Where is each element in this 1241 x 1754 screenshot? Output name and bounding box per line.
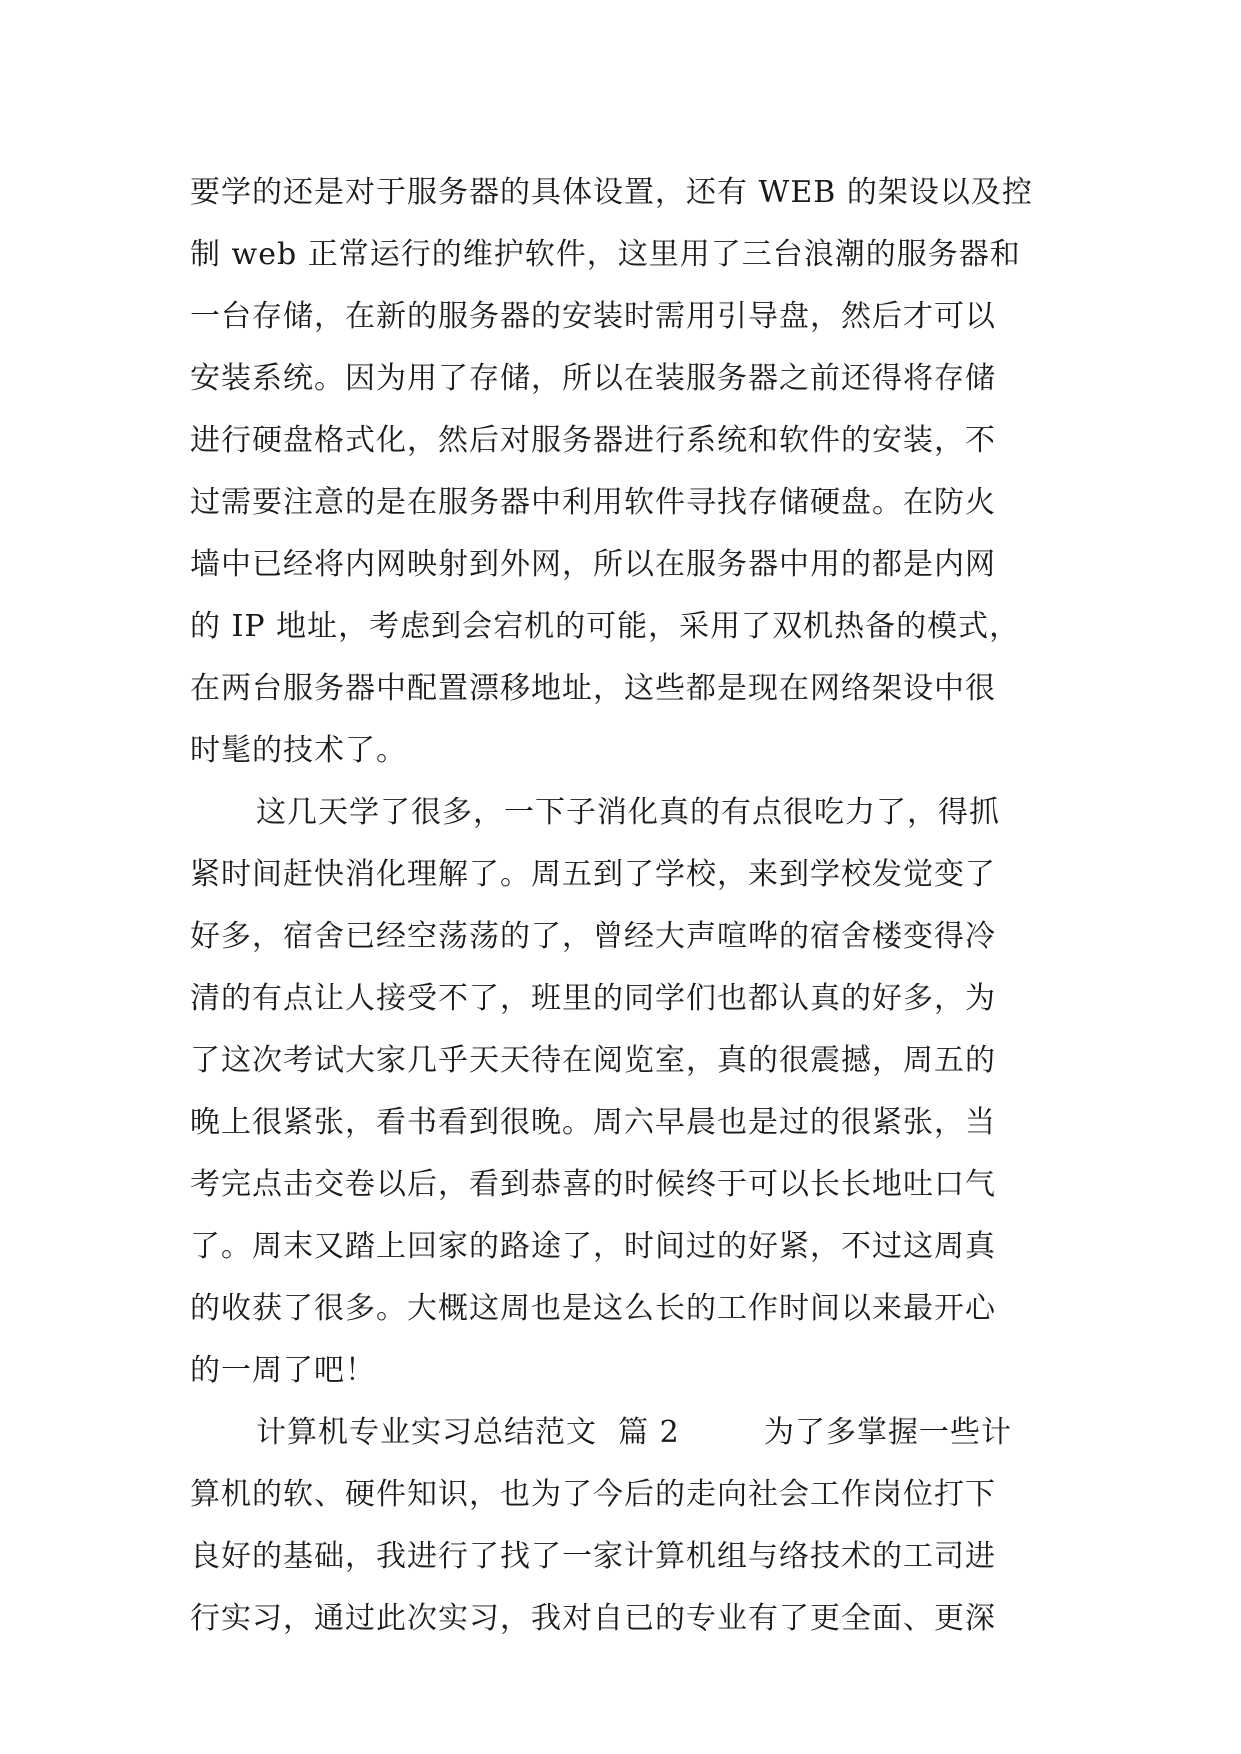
text-line: 紧时间赶快消化理解了。周五到了学校，来到学校发觉变了 [190,857,996,892]
text-line: 晚上很紧张，看书看到很晚。周六早晨也是过的很紧张，当 [190,1105,996,1140]
text-line: 进行硬盘格式化，然后对服务器进行系统和软件的安装，不 [190,423,996,458]
text-line: 良好的基础，我进行了找了一家计算机组与络技术的工司进 [190,1539,996,1574]
text-line: 清的有点让人接受不了，班里的同学们也都认真的好多，为 [190,981,996,1016]
text-line: 的一周了吧！ [190,1353,376,1388]
text-line: 安装系统。因为用了存储，所以在装服务器之前还得将存储 [190,361,996,396]
text-line: 的 IP 地址，考虑到会宕机的可能，采用了双机热备的模式， [190,609,1021,644]
text-line: 行实习，通过此次实习，我对自已的专业有了更全面、更深 [190,1601,996,1636]
document-body [190,162,1070,1650]
paragraph-start-line: 这几天学了很多，一下子消化真的有点很吃力了，得抓 [256,795,1000,830]
text-line: 的收获了很多。大概这周也是这么长的工作时间以来最开心 [190,1291,996,1326]
text-line: 过需要注意的是在服务器中利用软件寻找存储硬盘。在防火 [190,485,996,520]
text-line: 了。周末又踏上回家的路途了，时间过的好紧，不过这周真 [190,1229,996,1264]
text-line: 墙中已经将内网映射到外网，所以在服务器中用的都是内网 [190,547,996,582]
text-line: 好多，宿舍已经空荡荡的了，曾经大声喧哗的宿舍楼变得冷 [190,919,996,954]
text-line: 时髦的技术了。 [190,733,407,768]
text-line: 在两台服务器中配置漂移地址，这些都是现在网络架设中很 [190,671,996,706]
text-line: 要学的还是对于服务器的具体设置，还有 WEB 的架设以及控 [190,175,1033,210]
text-line: 一台存储，在新的服务器的安装时需用引导盘，然后才可以 [190,299,996,334]
text-line: 考完点击交卷以后，看到恭喜的时候终于可以长长地吐口气 [190,1167,996,1202]
text-line: 算机的软、硬件知识，也为了今后的走向社会工作岗位打下 [190,1477,996,1512]
text-line: 了这次考试大家几乎天天待在阅览室，真的很震撼，周五的 [190,1043,996,1078]
section-heading-line: 计算机专业实习总结范文 篇 2 为了多掌握一些计 [256,1415,1012,1450]
text-line: 制 web 正常运行的维护软件，这里用了三台浪潮的服务器和 [190,237,1021,272]
